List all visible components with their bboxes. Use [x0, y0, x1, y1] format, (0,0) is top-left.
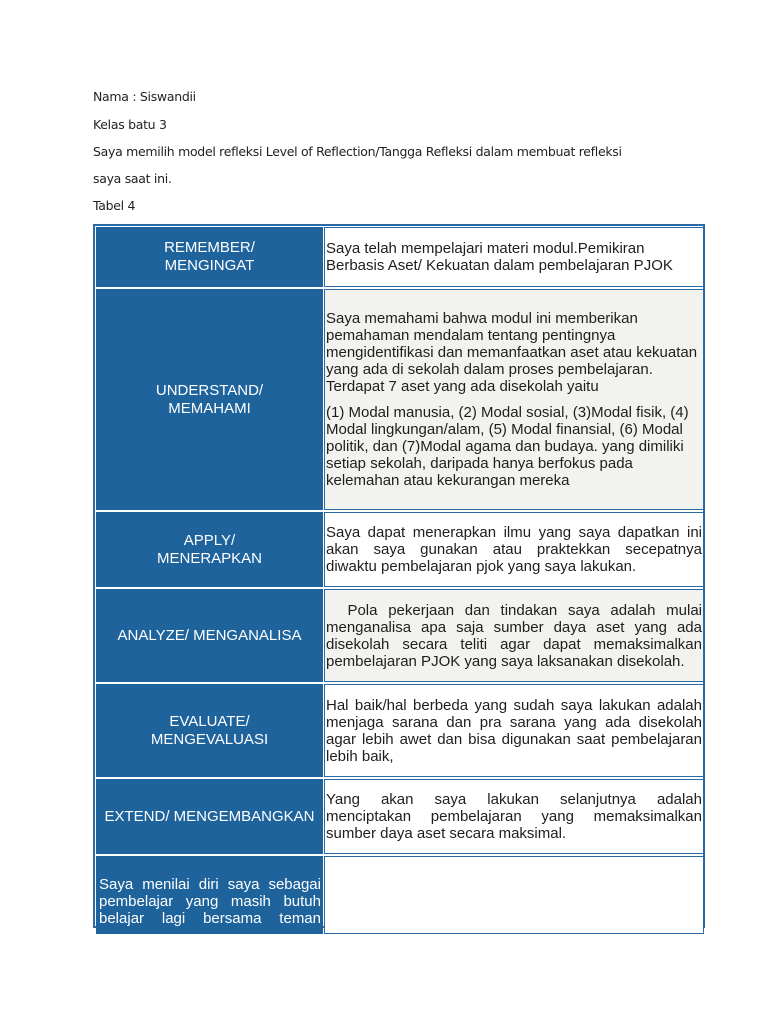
- student-name: Nama : Siswandii: [93, 89, 196, 104]
- intro-text-line-1: Saya memilih model refleksi Level of Reflection/Tangga Refleksi dalam membuat refleksi: [93, 144, 622, 159]
- table-row-extend: [95, 778, 703, 855]
- reflection-text: Yang akan saya lakukan selanjutnya adalah menciptakan pembelajaran yang memaksimalkan sumber daya aset secara maksimal.: [326, 791, 702, 842]
- table-row-understand: [95, 288, 703, 511]
- reflection-table: [93, 224, 705, 928]
- reflection-content-cell: [324, 856, 704, 934]
- level-label: Saya menilai diri saya sebagai pembelajar yang masih butuh belajar lagi bersama teman: [99, 876, 321, 927]
- level-label: APPLY/ MENERAPKAN: [156, 531, 263, 567]
- level-label-cell: [96, 779, 323, 854]
- level-label-cell: [96, 684, 323, 777]
- table-row-apply: [95, 511, 703, 588]
- reflection-text: Pola pekerjaan dan tindakan saya adalah mulai menganalisa apa saja sumber daya aset yang ada disekolah secara teliti agar dapat memaksimalkan pembelajaran PJOK yang saya laksanakan disekolah.: [326, 601, 707, 670]
- level-label: EXTEND/ MENGEMBANGKAN: [104, 807, 315, 825]
- table-row-evaluate: [95, 683, 703, 778]
- reflection-content-cell: [324, 227, 704, 287]
- reflection-text: (1) Modal manusia, (2) Modal sosial, (3)Modal fisik, (4) Modal lingkungan/alam, (5) Modal finansial, (6) Modal politik, dan (7)Modal agama dan budaya. yang dimiliki setiap sekolah, daripada hanya berfokus pada kelemahan atau kekurangan mereka: [326, 404, 689, 489]
- level-label-cell: [96, 289, 323, 510]
- reflection-content-cell: [324, 589, 707, 682]
- reflection-text: Saya telah mempelajari materi modul.Pemikiran Berbasis Aset/ Kekuatan dalam pembelajaran PJOK: [326, 240, 673, 274]
- table-row-remember: [95, 226, 703, 288]
- level-label: ANALYZE/ MENGANALISA: [117, 626, 302, 644]
- level-label: REMEMBER/ MENGINGAT: [164, 239, 255, 274]
- reflection-text: Saya dapat menerapkan ilmu yang saya dapatkan ini akan saya gunakan atau praktekkan secepatnya diwaktu pembelajaran pjok yang saya lakukan.: [326, 524, 702, 575]
- class-label: Kelas batu 3: [93, 117, 167, 132]
- level-label-cell: [96, 512, 323, 587]
- table-row-analyze: [95, 588, 707, 683]
- level-label-cell: [96, 227, 323, 287]
- reflection-content-cell: [324, 289, 704, 510]
- reflection-content-cell: [324, 512, 704, 587]
- reflection-text: Hal baik/hal berbeda yang sudah saya lakukan adalah menjaga sarana dan pra sarana yang ada disekolah agar lebih awet dan bisa digunakan saat pembelajaran lebih baik,: [326, 696, 702, 765]
- reflection-text: Saya memahami bahwa modul ini memberikan pemahaman mendalam tentang pentingnya mengidentifikasi dan memanfaatkan aset atau kekuatan yang ada di sekolah dalam proses pembelajaran. Terdapat 7 aset yang ada disekolah yaitu: [326, 310, 698, 395]
- reflection-content-cell: [324, 684, 704, 777]
- table-caption: Tabel 4: [93, 198, 136, 213]
- level-label-cell: [96, 589, 323, 682]
- reflection-content-cell: [324, 779, 704, 854]
- level-label: UNDERSTAND/ MEMAHAMI: [155, 381, 264, 417]
- level-label-cell: [96, 856, 323, 934]
- intro-text-line-2: saya saat ini.: [93, 171, 172, 186]
- table-row-self-assessment: [95, 855, 703, 935]
- level-label: EVALUATE/ MENGEVALUASI: [150, 712, 269, 748]
